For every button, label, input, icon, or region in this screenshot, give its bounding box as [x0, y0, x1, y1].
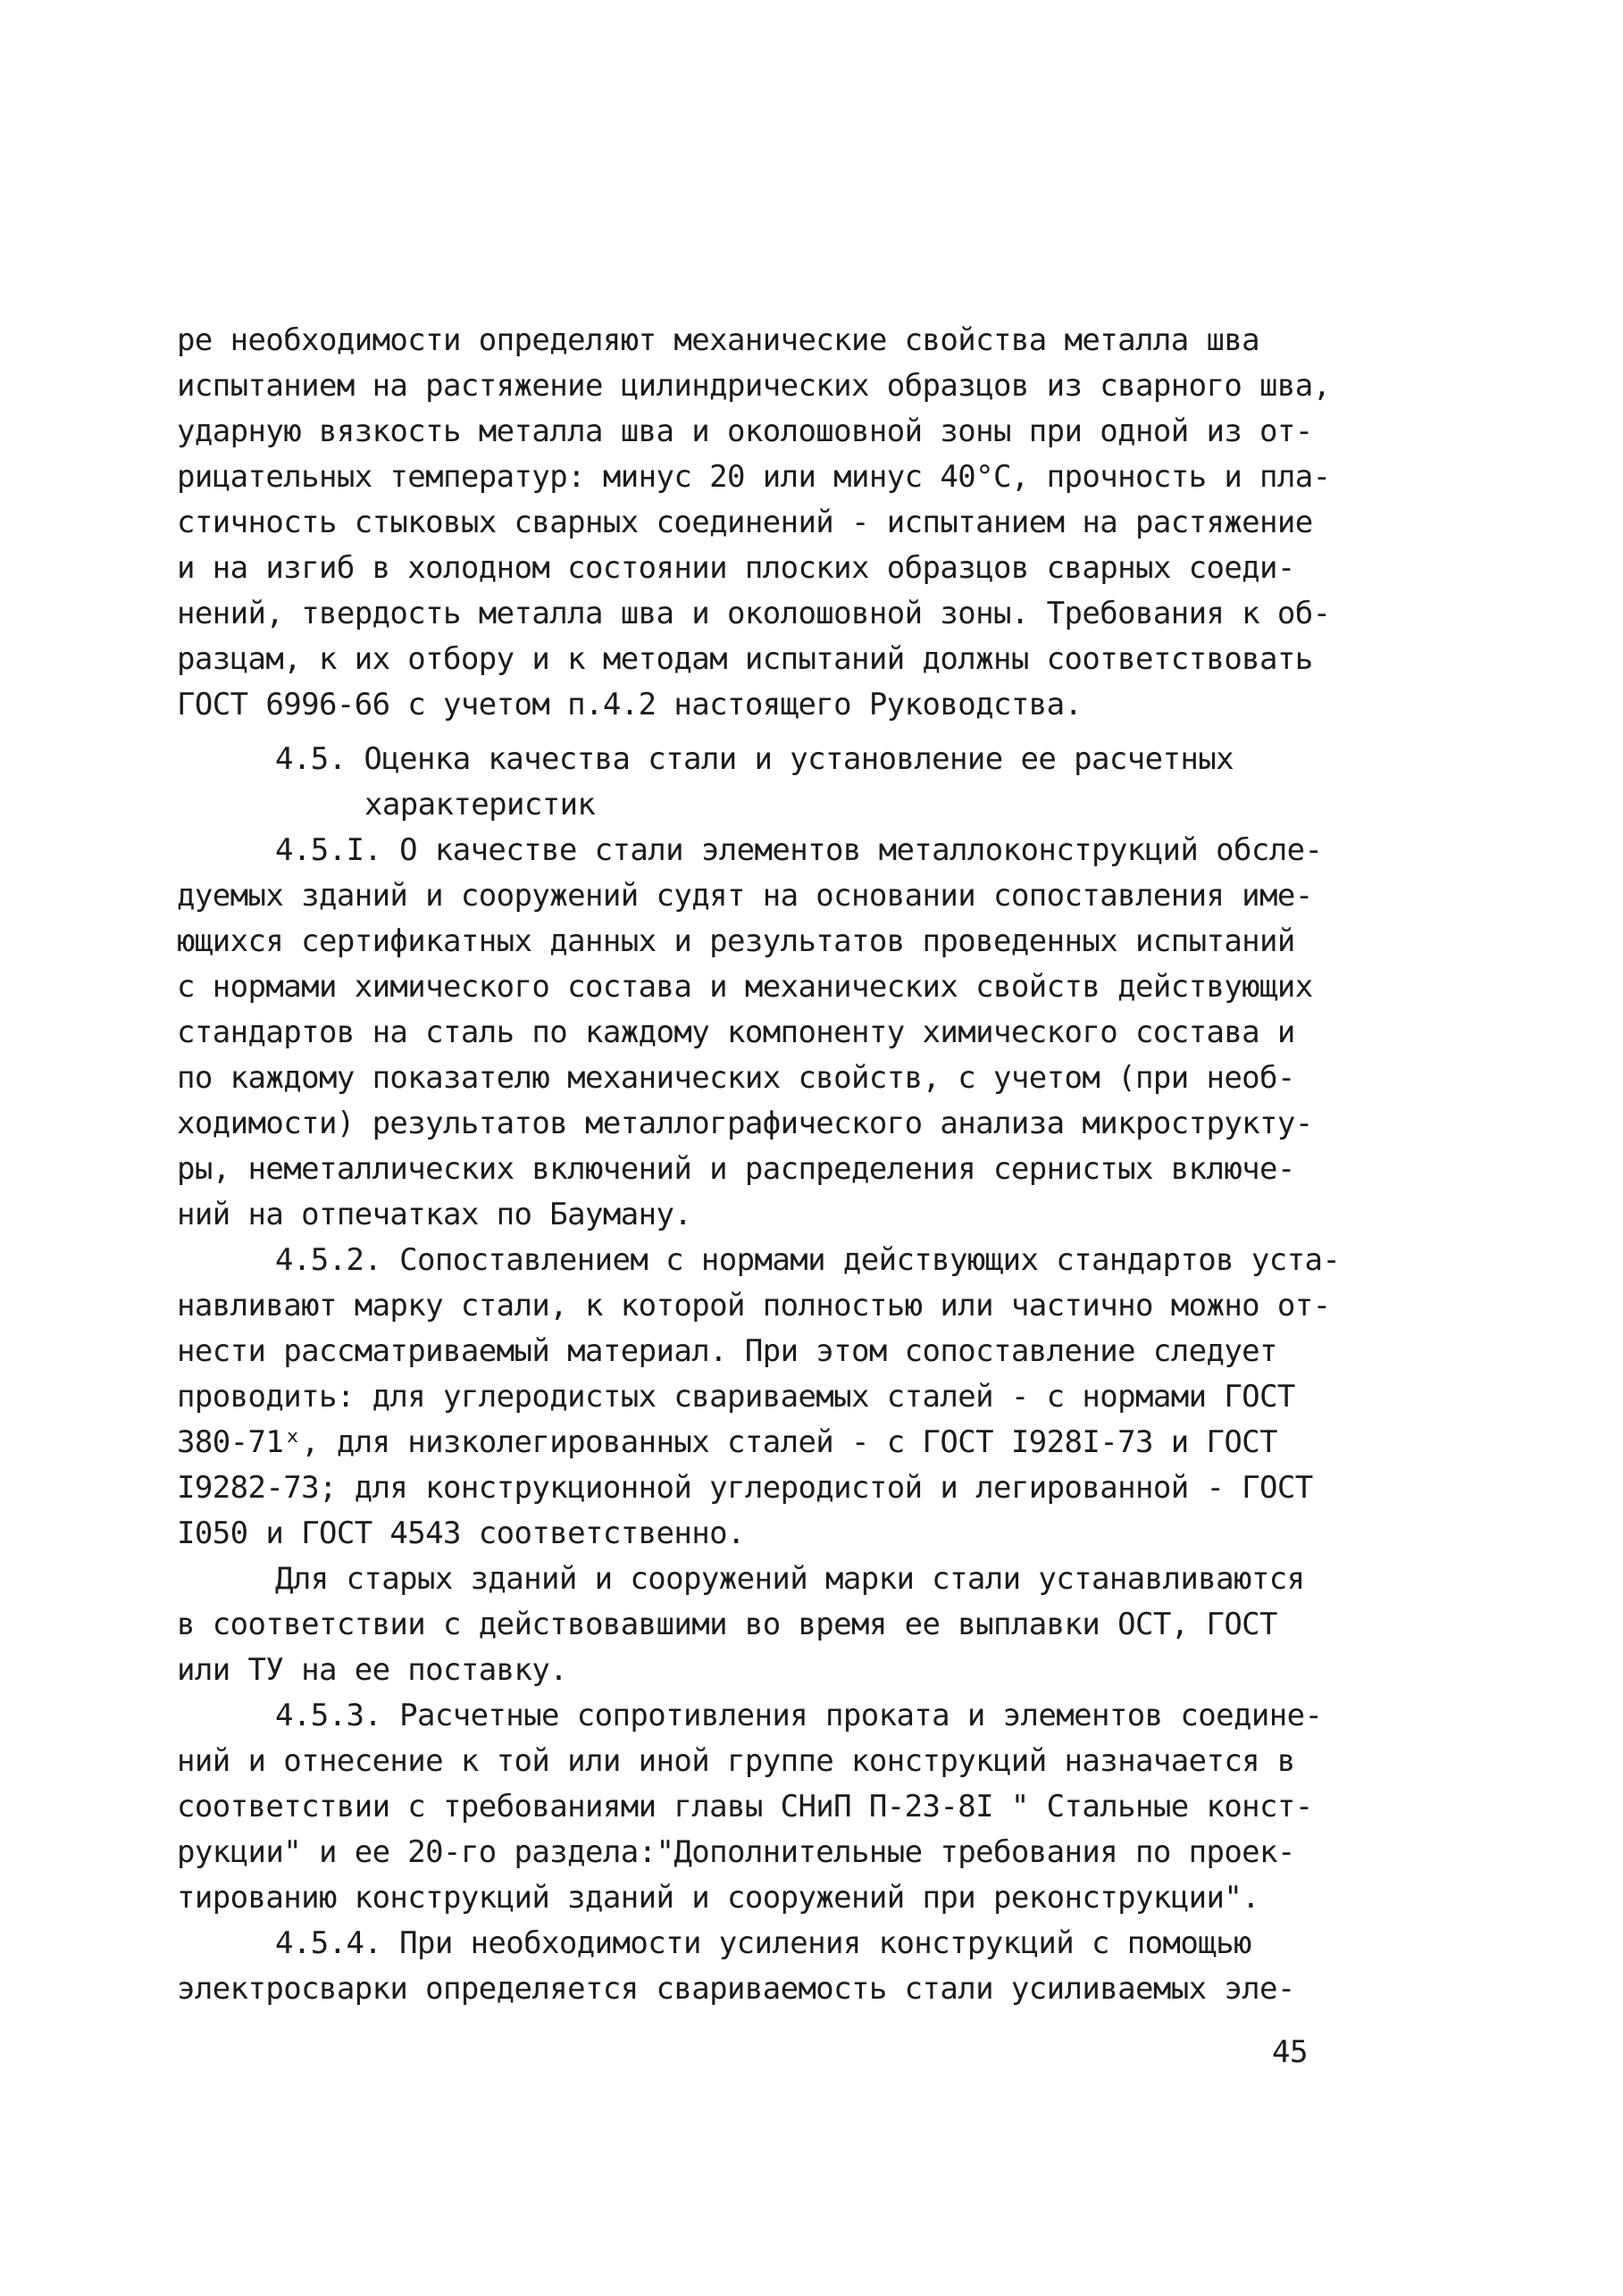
- text-line: рицательных температур: минус 20 или минус 40°С, прочность и пла-: [177, 459, 1331, 495]
- text-line: ний и отнесение к той или иной группе конструкций назначается в: [177, 1743, 1295, 1779]
- text-line: нести рассматриваемый материал. При этом сопоставление следует: [177, 1333, 1277, 1369]
- section-heading: 4.5. Оценка качества стали и установление ее расчетных: [275, 741, 1234, 777]
- text-line: рукции" и ее 20-го раздела:"Дополнительные требования по проек-: [177, 1834, 1295, 1870]
- text-line: навливают марку стали, к которой полностью или частично можно от-: [177, 1288, 1331, 1323]
- paragraph-start: 4.5.I. О качестве стали элементов металлоконструкций обсле-: [275, 832, 1323, 868]
- text-line: по каждому показателю механических свойств, с учетом (при необ-: [177, 1060, 1295, 1096]
- text-line: соответствии с требованиями главы СНиП П-23-8I " Стальные конст-: [177, 1789, 1313, 1824]
- text-line: и на изгиб в холодном состоянии плоских образцов сварных соеди-: [177, 550, 1295, 586]
- paragraph-start: 4.5.4. При необходимости усиления конструкций с помощью: [275, 1925, 1251, 1961]
- text-line: 380-71ˣ, для низколегированных сталей - с ГОСТ I928I-73 и ГОСТ: [177, 1424, 1277, 1460]
- section-heading-continuation: характеристик: [364, 787, 596, 822]
- text-line: ры, неметаллических включений и распределения сернистых включе-: [177, 1151, 1295, 1187]
- text-line: ющихся сертификатных данных и результатов проведенных испытаний: [177, 923, 1295, 959]
- text-line: электросварки определяется свариваемость стали усиливаемых эле-: [177, 1971, 1295, 2007]
- text-line: тированию конструкций зданий и сооружений при реконструкции".: [177, 1880, 1260, 1916]
- text-line: с нормами химического состава и механических свойств действующих: [177, 969, 1313, 1005]
- body-text: [177, 318, 1427, 2012]
- text-line: дуемых зданий и сооружений судят на основании сопоставления име-: [177, 878, 1313, 914]
- text-line: или ТУ на ее поставку.: [177, 1652, 568, 1688]
- text-line: проводить: для углеродистых свариваемых сталей - с нормами ГОСТ: [177, 1379, 1295, 1415]
- paragraph-start: Для старых зданий и сооружений марки стали устанавливаются: [275, 1561, 1305, 1597]
- text-line: ГОСТ 6996-66 с учетом п.4.2 настоящего Руководства.: [177, 687, 1083, 722]
- text-line: испытанием на растяжение цилиндрических образцов из сварного шва,: [177, 368, 1331, 404]
- page-number: 45: [1272, 2034, 1308, 2070]
- text-line: стичность стыковых сварных соединений - испытанием на растяжение: [177, 505, 1313, 540]
- text-line: I9282-73; для конструкционной углеродистой и легированной - ГОСТ: [177, 1470, 1313, 1506]
- text-line: ний на отпечатках по Бауману.: [177, 1197, 692, 1232]
- text-line: разцам, к их отбору и к методам испытаний должны соответствовать: [177, 641, 1313, 677]
- text-line: I050 и ГОСТ 4543 соответственно.: [177, 1515, 745, 1551]
- text-line: в соответствии с действовавшими во время ее выплавки ОСТ, ГОСТ: [177, 1607, 1277, 1642]
- text-line: стандартов на сталь по каждому компоненту химического состава и: [177, 1014, 1295, 1050]
- text-line: ре необходимости определяют механические свойства металла шва: [177, 322, 1260, 358]
- text-line: нений, твердость металла шва и околошовной зоны. Требования к об-: [177, 596, 1331, 631]
- text-line: ходимости) результатов металлографического анализа микрострукту-: [177, 1106, 1313, 1141]
- paragraph-start: 4.5.3. Расчетные сопротивления проката и элементов соедине-: [275, 1698, 1323, 1733]
- paragraph-start: 4.5.2. Сопоставлением с нормами действующих стандартов уста-: [275, 1242, 1341, 1278]
- text-line: ударную вязкость металла шва и околошовной зоны при одной из от-: [177, 413, 1313, 449]
